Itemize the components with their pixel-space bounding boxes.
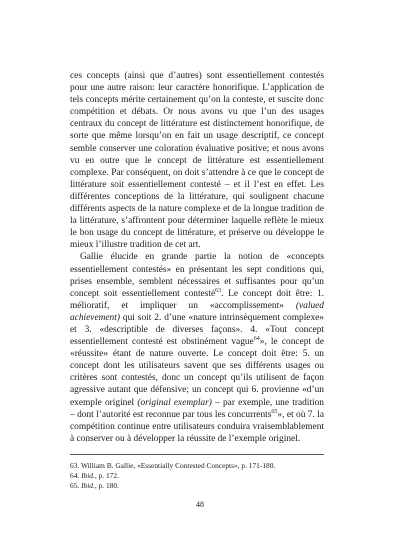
footnotes <box>70 461 324 492</box>
page-content <box>70 70 324 492</box>
italic-term: (valued achievement) <box>70 300 324 323</box>
paragraph-text: », et où 7. la compétition continue entre utilisateurs conduira vraisemblablement à conserver ou à développer la réussite de l’exemple originel. <box>70 409 324 444</box>
ibid-term: Ibid. <box>81 481 95 491</box>
body-paragraph-2 <box>70 251 324 445</box>
footnote-text: 63. William B. Gallie, «Essentially Contested Concepts», p. 171-180. <box>70 460 276 470</box>
ibid-term: Ibid. <box>81 471 95 481</box>
italic-term: (original exemplar) <box>137 397 212 408</box>
footnote-divider <box>70 454 324 455</box>
paragraph-text: – par exemple, une tradition – dont l’autorité est reconnue par tous les concurrents <box>70 397 324 420</box>
footnote-64 <box>70 471 324 481</box>
footnote-63 <box>70 461 324 471</box>
footnote-ref-65[interactable]: 65 <box>271 408 278 415</box>
footnote-ref-63[interactable]: 63 <box>215 287 222 294</box>
footnote-number: 64. <box>70 471 82 481</box>
paragraph-text: Gallie élucide en grande partie la notion de «concepts essentiellement contestés» en présentant les sept conditions qui, prises ensemble, semblent nécessaires et suffisantes pour qu’un concept soit essentiellement contesté <box>70 252 324 299</box>
paragraph-text: . Le concept doit être: 1. mélioratif, et impliquer un «accomplissement» <box>70 288 324 311</box>
footnote-65 <box>70 481 324 491</box>
footnote-ref-64[interactable]: 64 <box>253 335 260 342</box>
paragraph-text: ces concepts (ainsi que d’autres) sont essentiellement contestés pour une autre raison: leur caractère honorifique. L’application de tels concepts mérite certainement qu’on la conteste, et suscite donc compétition et débats. Or nous avons vu que l’un des usages centraux du concept de littérature est distinctement honorifique, de sorte que même lorsqu’on en fait un usage descriptif, ce concept semble conserver une coloration évaluative positive; et nous avons vu en outre que le concept de littérature est essentiellement complexe. Par conséquent, on doit s’attendre à ce que le concept de littérature soit essentiellement contesté – et il l’est en effet. Les différentes conceptions de la littérature, qui soulignent chacune différents aspects de la nature complexe et de la longue tradition de la littérature, s’affrontent pour déterminer laquelle reflète le mieux le bon usage du concept de littérature, et préserve ou développe le mieux l’illustre tradition de cet art. <box>70 71 324 251</box>
body-paragraph-1 <box>70 70 324 251</box>
footnote-text: , p. 180. <box>94 481 119 491</box>
page-number: 48 <box>196 500 204 509</box>
paragraph-text: », le concept de «réussite» étant de nature ouverte. Le concept doit être: 5. un concept dont les utilisateurs savent que ses différents usages ou critères sont contestés, donc un concept qu’ils utilisent de façon agressive autant que défensive; un concept qui 6. provienne «d’un exemple originel <box>70 337 325 408</box>
paragraph-text: qui soit 2. d’une «nature intrinsèquement complexe» et 3. «descriptible de diverses façons». 4. «Tout concept essentiellement contesté est obstinément vague <box>70 312 324 348</box>
footnote-number: 65. <box>70 481 82 491</box>
footnote-text: , p. 172. <box>94 471 119 481</box>
